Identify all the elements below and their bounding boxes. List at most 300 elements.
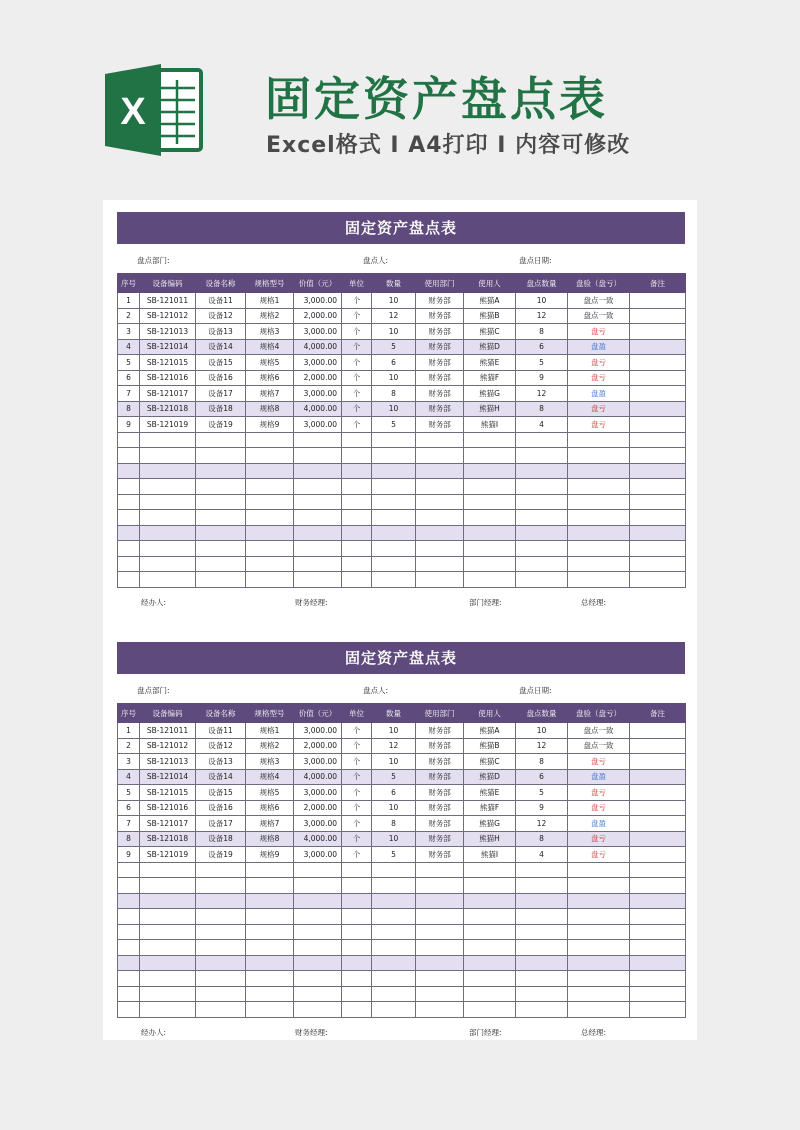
cell-col-unit[interactable]: 个: [342, 785, 372, 801]
cell-col-value[interactable]: 4,000.00: [294, 339, 342, 355]
cell-col-unit[interactable]: [342, 1002, 372, 1018]
cell-col-qty[interactable]: 6: [372, 355, 416, 371]
cell-col-dept[interactable]: [416, 909, 464, 925]
cell-col-qty[interactable]: 10: [372, 723, 416, 739]
cell-col-note[interactable]: [630, 924, 686, 940]
cell-col-index[interactable]: [118, 463, 140, 479]
cell-col-user[interactable]: 熊猫E: [464, 355, 516, 371]
cell-col-user[interactable]: [464, 909, 516, 925]
cell-col-dept[interactable]: 财务部: [416, 831, 464, 847]
cell-col-qty[interactable]: 8: [372, 816, 416, 832]
cell-col-value[interactable]: [294, 510, 342, 526]
cell-col-user[interactable]: [464, 510, 516, 526]
cell-col-code[interactable]: [140, 1002, 196, 1018]
cell-col-name[interactable]: [196, 893, 246, 909]
cell-col-dept[interactable]: 财务部: [416, 785, 464, 801]
cell-col-note[interactable]: [630, 955, 686, 971]
cell-col-qty[interactable]: 10: [372, 831, 416, 847]
cell-col-index[interactable]: [118, 924, 140, 940]
cell-col-note[interactable]: [630, 432, 686, 448]
cell-col-value[interactable]: [294, 432, 342, 448]
cell-col-dept[interactable]: [416, 955, 464, 971]
cell-col-qty[interactable]: [372, 510, 416, 526]
cell-col-status[interactable]: [568, 924, 630, 940]
cell-col-unit[interactable]: 个: [342, 339, 372, 355]
cell-col-unit[interactable]: 个: [342, 293, 372, 309]
cell-col-spec[interactable]: 规格4: [246, 339, 294, 355]
cell-col-note[interactable]: [630, 971, 686, 987]
cell-col-unit[interactable]: [342, 432, 372, 448]
cell-col-name[interactable]: [196, 955, 246, 971]
cell-col-index[interactable]: 2: [118, 308, 140, 324]
cell-col-dept[interactable]: [416, 924, 464, 940]
cell-col-name[interactable]: [196, 448, 246, 464]
cell-col-value[interactable]: 3,000.00: [294, 816, 342, 832]
cell-col-spec[interactable]: 规格7: [246, 816, 294, 832]
cell-col-dept[interactable]: 财务部: [416, 800, 464, 816]
cell-col-code[interactable]: [140, 432, 196, 448]
cell-col-status[interactable]: 盘盈: [568, 386, 630, 402]
cell-col-name[interactable]: 设备17: [196, 386, 246, 402]
cell-col-status[interactable]: 盘点一致: [568, 738, 630, 754]
cell-col-status[interactable]: 盘亏: [568, 831, 630, 847]
cell-col-status[interactable]: [568, 556, 630, 572]
cell-col-note[interactable]: [630, 355, 686, 371]
cell-col-note[interactable]: [630, 754, 686, 770]
cell-col-code[interactable]: SB-121016: [140, 370, 196, 386]
cell-col-count[interactable]: [516, 572, 568, 588]
cell-col-code[interactable]: [140, 510, 196, 526]
cell-col-value[interactable]: 3,000.00: [294, 785, 342, 801]
cell-col-status[interactable]: 盘亏: [568, 370, 630, 386]
cell-col-index[interactable]: [118, 510, 140, 526]
cell-col-dept[interactable]: [416, 463, 464, 479]
cell-col-value[interactable]: 3,000.00: [294, 355, 342, 371]
cell-col-qty[interactable]: 5: [372, 769, 416, 785]
cell-col-qty[interactable]: 10: [372, 370, 416, 386]
cell-col-value[interactable]: [294, 525, 342, 541]
cell-col-dept[interactable]: 财务部: [416, 417, 464, 433]
cell-col-spec[interactable]: [246, 986, 294, 1002]
cell-col-name[interactable]: 设备13: [196, 754, 246, 770]
cell-col-unit[interactable]: [342, 525, 372, 541]
cell-col-index[interactable]: 4: [118, 339, 140, 355]
cell-col-unit[interactable]: [342, 893, 372, 909]
cell-col-index[interactable]: [118, 986, 140, 1002]
cell-col-user[interactable]: 熊猫G: [464, 816, 516, 832]
cell-col-dept[interactable]: 财务部: [416, 816, 464, 832]
cell-col-user[interactable]: 熊猫F: [464, 370, 516, 386]
cell-col-qty[interactable]: [372, 893, 416, 909]
cell-col-qty[interactable]: [372, 541, 416, 557]
cell-col-note[interactable]: [630, 293, 686, 309]
cell-col-value[interactable]: 3,000.00: [294, 386, 342, 402]
cell-col-status[interactable]: 盘亏: [568, 847, 630, 863]
cell-col-dept[interactable]: 财务部: [416, 370, 464, 386]
cell-col-dept[interactable]: 财务部: [416, 401, 464, 417]
cell-col-code[interactable]: SB-121019: [140, 417, 196, 433]
cell-col-user[interactable]: 熊猫A: [464, 293, 516, 309]
cell-col-dept[interactable]: 财务部: [416, 847, 464, 863]
cell-col-spec[interactable]: [246, 556, 294, 572]
cell-col-value[interactable]: [294, 541, 342, 557]
cell-col-spec[interactable]: [246, 909, 294, 925]
cell-col-status[interactable]: 盘点一致: [568, 308, 630, 324]
cell-col-note[interactable]: [630, 479, 686, 495]
cell-col-name[interactable]: [196, 494, 246, 510]
cell-col-unit[interactable]: [342, 924, 372, 940]
cell-col-note[interactable]: [630, 556, 686, 572]
cell-col-status[interactable]: [568, 1002, 630, 1018]
cell-col-index[interactable]: [118, 862, 140, 878]
cell-col-dept[interactable]: [416, 986, 464, 1002]
cell-col-qty[interactable]: [372, 479, 416, 495]
cell-col-index[interactable]: 7: [118, 386, 140, 402]
cell-col-count[interactable]: [516, 924, 568, 940]
cell-col-spec[interactable]: [246, 862, 294, 878]
cell-col-qty[interactable]: [372, 525, 416, 541]
cell-col-dept[interactable]: 财务部: [416, 769, 464, 785]
cell-col-status[interactable]: 盘盈: [568, 769, 630, 785]
cell-col-spec[interactable]: [246, 924, 294, 940]
cell-col-unit[interactable]: [342, 494, 372, 510]
cell-col-code[interactable]: [140, 878, 196, 894]
cell-col-qty[interactable]: [372, 955, 416, 971]
cell-col-name[interactable]: [196, 1002, 246, 1018]
cell-col-spec[interactable]: [246, 432, 294, 448]
cell-col-note[interactable]: [630, 723, 686, 739]
cell-col-value[interactable]: 4,000.00: [294, 769, 342, 785]
cell-col-status[interactable]: [568, 878, 630, 894]
cell-col-user[interactable]: 熊猫G: [464, 386, 516, 402]
cell-col-dept[interactable]: [416, 556, 464, 572]
cell-col-status[interactable]: 盘亏: [568, 785, 630, 801]
cell-col-unit[interactable]: 个: [342, 769, 372, 785]
cell-col-qty[interactable]: [372, 572, 416, 588]
cell-col-status[interactable]: 盘亏: [568, 401, 630, 417]
cell-col-name[interactable]: 设备11: [196, 723, 246, 739]
cell-col-name[interactable]: 设备18: [196, 401, 246, 417]
cell-col-index[interactable]: 7: [118, 816, 140, 832]
cell-col-count[interactable]: [516, 909, 568, 925]
cell-col-value[interactable]: [294, 1002, 342, 1018]
cell-col-count[interactable]: [516, 878, 568, 894]
cell-col-dept[interactable]: [416, 541, 464, 557]
cell-col-code[interactable]: SB-121014: [140, 339, 196, 355]
cell-col-spec[interactable]: 规格5: [246, 785, 294, 801]
cell-col-note[interactable]: [630, 831, 686, 847]
cell-col-qty[interactable]: 10: [372, 324, 416, 340]
cell-col-qty[interactable]: [372, 878, 416, 894]
cell-col-note[interactable]: [630, 738, 686, 754]
cell-col-unit[interactable]: 个: [342, 355, 372, 371]
cell-col-user[interactable]: 熊猫B: [464, 308, 516, 324]
cell-col-user[interactable]: [464, 924, 516, 940]
cell-col-user[interactable]: [464, 448, 516, 464]
cell-col-code[interactable]: SB-121017: [140, 816, 196, 832]
cell-col-note[interactable]: [630, 816, 686, 832]
cell-col-user[interactable]: [464, 479, 516, 495]
cell-col-qty[interactable]: 5: [372, 339, 416, 355]
cell-col-count[interactable]: [516, 479, 568, 495]
cell-col-dept[interactable]: [416, 448, 464, 464]
cell-col-user[interactable]: [464, 940, 516, 956]
cell-col-index[interactable]: 3: [118, 324, 140, 340]
cell-col-qty[interactable]: [372, 924, 416, 940]
cell-col-qty[interactable]: [372, 448, 416, 464]
cell-col-spec[interactable]: [246, 463, 294, 479]
cell-col-status[interactable]: 盘亏: [568, 417, 630, 433]
cell-col-index[interactable]: 3: [118, 754, 140, 770]
cell-col-count[interactable]: 8: [516, 401, 568, 417]
cell-col-user[interactable]: 熊猫A: [464, 723, 516, 739]
cell-col-code[interactable]: SB-121015: [140, 355, 196, 371]
cell-col-spec[interactable]: 规格4: [246, 769, 294, 785]
cell-col-count[interactable]: 9: [516, 800, 568, 816]
cell-col-unit[interactable]: 个: [342, 816, 372, 832]
cell-col-spec[interactable]: [246, 893, 294, 909]
cell-col-spec[interactable]: [246, 525, 294, 541]
cell-col-note[interactable]: [630, 878, 686, 894]
cell-col-spec[interactable]: [246, 1002, 294, 1018]
cell-col-code[interactable]: SB-121016: [140, 800, 196, 816]
cell-col-value[interactable]: 3,000.00: [294, 417, 342, 433]
cell-col-status[interactable]: [568, 432, 630, 448]
cell-col-note[interactable]: [630, 401, 686, 417]
cell-col-spec[interactable]: 规格3: [246, 324, 294, 340]
cell-col-name[interactable]: 设备18: [196, 831, 246, 847]
cell-col-status[interactable]: [568, 986, 630, 1002]
cell-col-value[interactable]: 2,000.00: [294, 370, 342, 386]
cell-col-index[interactable]: [118, 448, 140, 464]
cell-col-value[interactable]: 4,000.00: [294, 401, 342, 417]
cell-col-spec[interactable]: [246, 955, 294, 971]
cell-col-user[interactable]: 熊猫C: [464, 754, 516, 770]
cell-col-code[interactable]: SB-121013: [140, 324, 196, 340]
cell-col-code[interactable]: [140, 525, 196, 541]
cell-col-name[interactable]: [196, 541, 246, 557]
cell-col-index[interactable]: [118, 572, 140, 588]
cell-col-name[interactable]: [196, 940, 246, 956]
cell-col-note[interactable]: [630, 909, 686, 925]
cell-col-note[interactable]: [630, 800, 686, 816]
cell-col-count[interactable]: 5: [516, 785, 568, 801]
cell-col-user[interactable]: [464, 1002, 516, 1018]
cell-col-count[interactable]: 12: [516, 738, 568, 754]
cell-col-index[interactable]: 4: [118, 769, 140, 785]
cell-col-code[interactable]: [140, 940, 196, 956]
cell-col-spec[interactable]: [246, 878, 294, 894]
cell-col-user[interactable]: [464, 494, 516, 510]
cell-col-count[interactable]: [516, 893, 568, 909]
cell-col-note[interactable]: [630, 986, 686, 1002]
cell-col-value[interactable]: [294, 479, 342, 495]
cell-col-status[interactable]: [568, 909, 630, 925]
cell-col-dept[interactable]: [416, 893, 464, 909]
cell-col-spec[interactable]: 规格9: [246, 847, 294, 863]
cell-col-dept[interactable]: [416, 494, 464, 510]
cell-col-code[interactable]: [140, 541, 196, 557]
cell-col-count[interactable]: 6: [516, 339, 568, 355]
cell-col-value[interactable]: [294, 955, 342, 971]
cell-col-name[interactable]: 设备11: [196, 293, 246, 309]
cell-col-qty[interactable]: [372, 971, 416, 987]
cell-col-count[interactable]: 12: [516, 386, 568, 402]
cell-col-count[interactable]: [516, 971, 568, 987]
cell-col-dept[interactable]: [416, 971, 464, 987]
cell-col-unit[interactable]: 个: [342, 401, 372, 417]
cell-col-code[interactable]: SB-121018: [140, 401, 196, 417]
cell-col-spec[interactable]: 规格2: [246, 308, 294, 324]
cell-col-dept[interactable]: [416, 862, 464, 878]
cell-col-code[interactable]: SB-121018: [140, 831, 196, 847]
cell-col-unit[interactable]: [342, 878, 372, 894]
cell-col-qty[interactable]: [372, 862, 416, 878]
cell-col-value[interactable]: 2,000.00: [294, 800, 342, 816]
cell-col-dept[interactable]: 财务部: [416, 339, 464, 355]
cell-col-count[interactable]: 10: [516, 723, 568, 739]
cell-col-value[interactable]: 2,000.00: [294, 308, 342, 324]
cell-col-note[interactable]: [630, 769, 686, 785]
cell-col-value[interactable]: [294, 862, 342, 878]
cell-col-count[interactable]: [516, 556, 568, 572]
cell-col-user[interactable]: 熊猫I: [464, 417, 516, 433]
cell-col-status[interactable]: [568, 572, 630, 588]
cell-col-count[interactable]: 10: [516, 293, 568, 309]
cell-col-dept[interactable]: [416, 1002, 464, 1018]
cell-col-qty[interactable]: [372, 940, 416, 956]
cell-col-index[interactable]: 6: [118, 800, 140, 816]
cell-col-count[interactable]: [516, 1002, 568, 1018]
cell-col-count[interactable]: [516, 541, 568, 557]
cell-col-qty[interactable]: 10: [372, 401, 416, 417]
cell-col-unit[interactable]: 个: [342, 723, 372, 739]
cell-col-count[interactable]: 4: [516, 847, 568, 863]
cell-col-index[interactable]: [118, 494, 140, 510]
cell-col-user[interactable]: [464, 986, 516, 1002]
cell-col-dept[interactable]: [416, 479, 464, 495]
cell-col-value[interactable]: [294, 940, 342, 956]
cell-col-dept[interactable]: [416, 510, 464, 526]
cell-col-count[interactable]: 8: [516, 831, 568, 847]
cell-col-spec[interactable]: 规格8: [246, 831, 294, 847]
cell-col-value[interactable]: [294, 463, 342, 479]
cell-col-index[interactable]: [118, 432, 140, 448]
cell-col-index[interactable]: [118, 909, 140, 925]
cell-col-name[interactable]: 设备14: [196, 339, 246, 355]
cell-col-index[interactable]: [118, 541, 140, 557]
cell-col-index[interactable]: 8: [118, 831, 140, 847]
cell-col-user[interactable]: [464, 971, 516, 987]
cell-col-code[interactable]: [140, 862, 196, 878]
cell-col-spec[interactable]: 规格2: [246, 738, 294, 754]
cell-col-qty[interactable]: [372, 1002, 416, 1018]
cell-col-name[interactable]: [196, 971, 246, 987]
cell-col-unit[interactable]: 个: [342, 800, 372, 816]
cell-col-index[interactable]: 5: [118, 355, 140, 371]
cell-col-name[interactable]: [196, 572, 246, 588]
cell-col-status[interactable]: 盘亏: [568, 355, 630, 371]
cell-col-count[interactable]: 6: [516, 769, 568, 785]
cell-col-note[interactable]: [630, 1002, 686, 1018]
cell-col-value[interactable]: [294, 556, 342, 572]
cell-col-qty[interactable]: [372, 494, 416, 510]
cell-col-status[interactable]: 盘盈: [568, 816, 630, 832]
cell-col-user[interactable]: [464, 432, 516, 448]
cell-col-qty[interactable]: 8: [372, 386, 416, 402]
cell-col-dept[interactable]: 财务部: [416, 754, 464, 770]
cell-col-dept[interactable]: 财务部: [416, 723, 464, 739]
cell-col-name[interactable]: 设备12: [196, 738, 246, 754]
cell-col-count[interactable]: 9: [516, 370, 568, 386]
cell-col-index[interactable]: 5: [118, 785, 140, 801]
cell-col-index[interactable]: 6: [118, 370, 140, 386]
cell-col-spec[interactable]: 规格1: [246, 723, 294, 739]
cell-col-dept[interactable]: 财务部: [416, 308, 464, 324]
cell-col-note[interactable]: [630, 339, 686, 355]
cell-col-user[interactable]: 熊猫I: [464, 847, 516, 863]
cell-col-qty[interactable]: 12: [372, 738, 416, 754]
cell-col-note[interactable]: [630, 448, 686, 464]
cell-col-user[interactable]: [464, 556, 516, 572]
cell-col-user[interactable]: 熊猫F: [464, 800, 516, 816]
cell-col-qty[interactable]: [372, 556, 416, 572]
cell-col-code[interactable]: [140, 893, 196, 909]
cell-col-user[interactable]: 熊猫E: [464, 785, 516, 801]
cell-col-note[interactable]: [630, 324, 686, 340]
cell-col-status[interactable]: [568, 893, 630, 909]
cell-col-index[interactable]: 2: [118, 738, 140, 754]
cell-col-unit[interactable]: [342, 986, 372, 1002]
cell-col-qty[interactable]: [372, 432, 416, 448]
cell-col-unit[interactable]: [342, 971, 372, 987]
cell-col-name[interactable]: [196, 463, 246, 479]
cell-col-code[interactable]: SB-121013: [140, 754, 196, 770]
cell-col-qty[interactable]: 10: [372, 800, 416, 816]
cell-col-unit[interactable]: [342, 463, 372, 479]
cell-col-unit[interactable]: 个: [342, 386, 372, 402]
cell-col-note[interactable]: [630, 417, 686, 433]
cell-col-user[interactable]: 熊猫D: [464, 339, 516, 355]
cell-col-note[interactable]: [630, 785, 686, 801]
cell-col-user[interactable]: [464, 955, 516, 971]
cell-col-value[interactable]: 3,000.00: [294, 847, 342, 863]
cell-col-index[interactable]: 1: [118, 723, 140, 739]
cell-col-dept[interactable]: [416, 878, 464, 894]
cell-col-code[interactable]: [140, 924, 196, 940]
cell-col-name[interactable]: 设备16: [196, 800, 246, 816]
cell-col-qty[interactable]: 5: [372, 847, 416, 863]
cell-col-spec[interactable]: 规格9: [246, 417, 294, 433]
cell-col-count[interactable]: 8: [516, 324, 568, 340]
cell-col-code[interactable]: SB-121012: [140, 738, 196, 754]
cell-col-name[interactable]: [196, 525, 246, 541]
cell-col-dept[interactable]: [416, 572, 464, 588]
cell-col-index[interactable]: 9: [118, 847, 140, 863]
cell-col-name[interactable]: [196, 878, 246, 894]
cell-col-status[interactable]: 盘亏: [568, 800, 630, 816]
cell-col-qty[interactable]: [372, 909, 416, 925]
cell-col-spec[interactable]: 规格7: [246, 386, 294, 402]
cell-col-index[interactable]: [118, 525, 140, 541]
cell-col-user[interactable]: 熊猫C: [464, 324, 516, 340]
cell-col-index[interactable]: [118, 955, 140, 971]
cell-col-name[interactable]: 设备13: [196, 324, 246, 340]
cell-col-qty[interactable]: 6: [372, 785, 416, 801]
cell-col-note[interactable]: [630, 940, 686, 956]
cell-col-status[interactable]: [568, 940, 630, 956]
cell-col-user[interactable]: 熊猫H: [464, 831, 516, 847]
